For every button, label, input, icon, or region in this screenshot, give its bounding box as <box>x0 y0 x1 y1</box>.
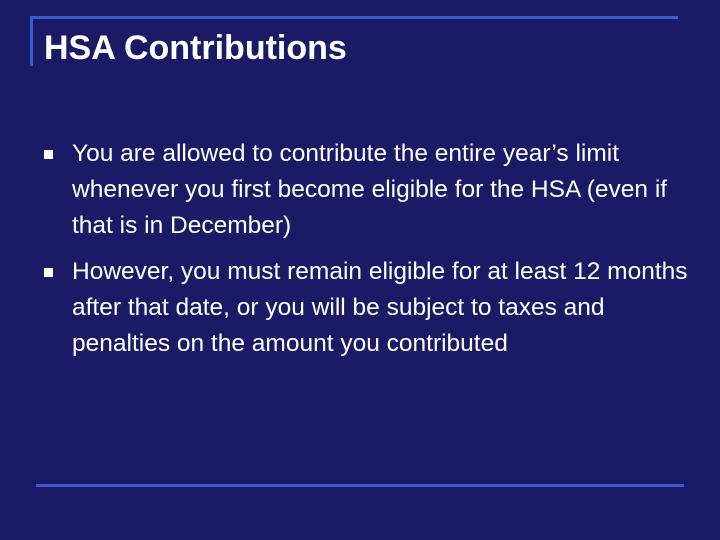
bullet-list <box>44 136 694 372</box>
bullet-text: However, you must remain eligible for at least 12 months after that date, or you will be subject to taxes and penalties on the amount you contributed <box>72 258 688 357</box>
square-bullet-icon <box>44 268 53 277</box>
bullet-item <box>44 254 694 362</box>
slide-title: HSA Contributions <box>44 29 347 67</box>
title-frame-top-line <box>30 16 678 19</box>
bullet-text: You are allowed to contribute the entire year’s limit whenever you first become eligible for the HSA (even if that is in December) <box>72 140 668 239</box>
title-frame-vertical-line <box>30 16 33 66</box>
bullet-item <box>44 136 694 244</box>
footer-divider-line <box>36 484 684 487</box>
square-bullet-icon <box>44 150 53 159</box>
